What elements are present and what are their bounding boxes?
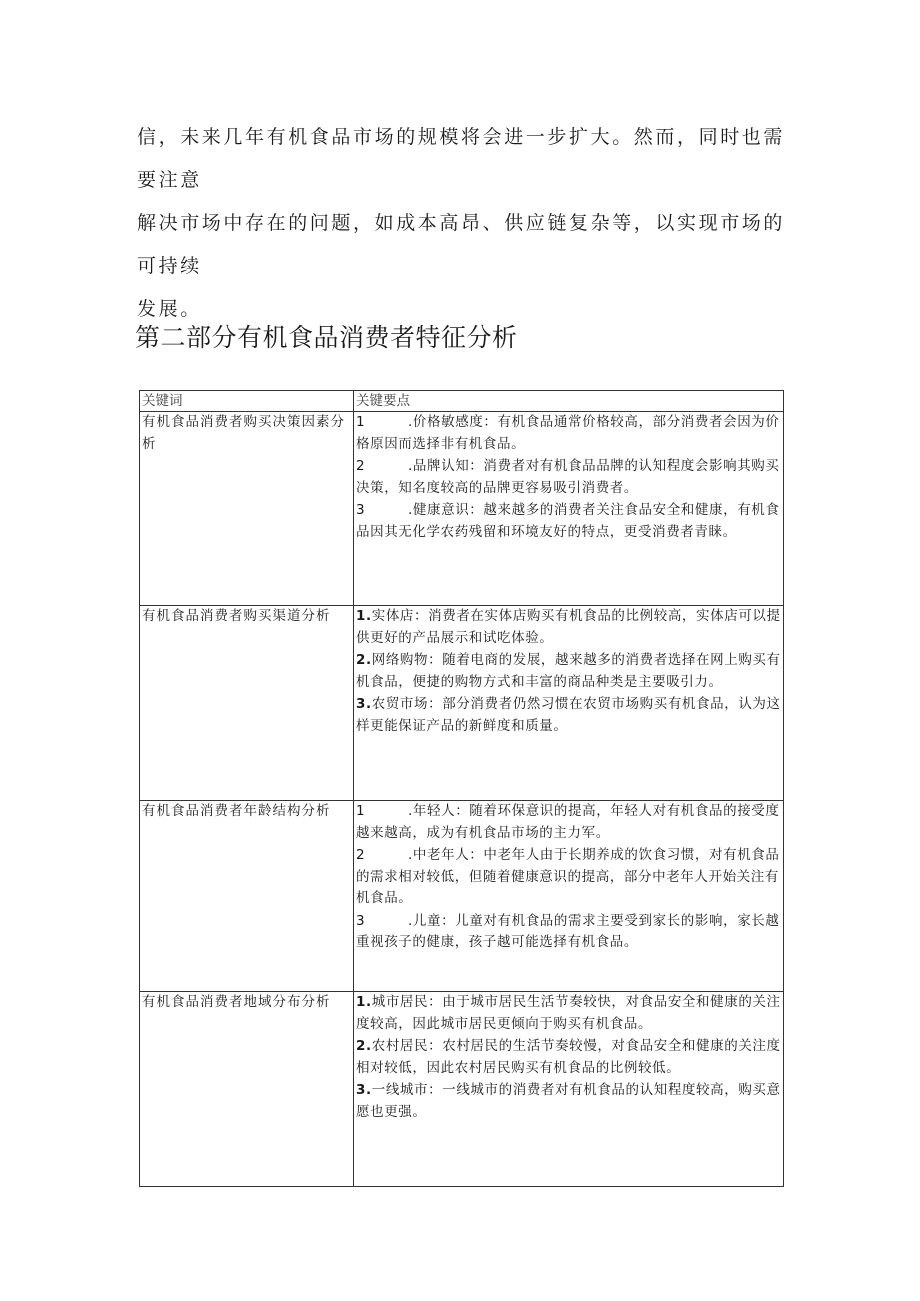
- points-cell: [354, 992, 784, 1187]
- table-header-row: [140, 391, 784, 412]
- point-number: 3: [356, 502, 366, 518]
- point-number: 1: [356, 803, 366, 819]
- key-point: [356, 801, 781, 844]
- intro-line: 解决市场中存在的问题，如成本高昂、供应链复杂等，以实现市场的可持续: [137, 212, 786, 277]
- point-text: .价格敏感度：有机食品通常价格较高，部分消费者会因为价格原因而选择非有机食品。: [356, 414, 780, 452]
- intro-paragraph: [137, 116, 792, 331]
- keyword-cell: 有机食品消费者购买渠道分析: [140, 606, 354, 801]
- point-number: 2: [356, 847, 366, 863]
- points-cell: [354, 412, 784, 606]
- key-point: [356, 694, 781, 737]
- points-cell: [354, 606, 784, 801]
- key-point: [356, 911, 781, 954]
- key-point: [356, 456, 781, 499]
- point-number: 1: [356, 414, 366, 430]
- table-row: [140, 412, 784, 606]
- key-point: [356, 650, 781, 693]
- key-point: [356, 412, 781, 455]
- point-number: 2: [356, 458, 366, 474]
- header-keyword: 关键词: [140, 391, 354, 412]
- point-text: 城市居民：由于城市居民生活节奏较快，对食品安全和健康的关注度较高，因此城市居民更倾向于购买有机食品。: [356, 994, 781, 1032]
- key-point: [356, 992, 781, 1035]
- table-row: [140, 801, 784, 992]
- key-point: [356, 1080, 781, 1123]
- point-number: 1.: [356, 994, 372, 1010]
- key-point: [356, 845, 781, 910]
- point-text: 农村居民：农村居民的生活节奏较慢，对食品安全和健康的关注度相对较低，因此农村居民购买有机食品的比例较低。: [356, 1038, 781, 1076]
- point-text: .年轻人：随着环保意识的提高，年轻人对有机食品的接受度越来越高，成为有机食品市场的主力军。: [356, 803, 780, 841]
- point-text: 网络购物：随着电商的发展，越来越多的消费者选择在网上购买有机食品，便捷的购物方式和丰富的商品种类是主要吸引力。: [356, 652, 781, 690]
- points-cell: [354, 801, 784, 992]
- point-number: 2.: [356, 1038, 372, 1054]
- header-key-points: 关键要点: [354, 391, 784, 412]
- intro-line: 发展。: [137, 298, 202, 320]
- point-text: .儿童：儿童对有机食品的需求主要受到家长的影响，家长越重视孩子的健康，孩子越可能选择有机食品。: [356, 912, 780, 950]
- table-row: [140, 992, 784, 1187]
- point-number: 1.: [356, 608, 372, 624]
- key-point: [356, 1036, 781, 1079]
- keyword-cell: 有机食品消费者购买决策因素分析: [140, 412, 354, 606]
- point-text: 农贸市场：部分消费者仍然习惯在农贸市场购买有机食品，认为这样更能保证产品的新鲜度和质量。: [356, 696, 781, 734]
- keyword-cell: 有机食品消费者地域分布分析: [140, 992, 354, 1187]
- keyword-cell: 有机食品消费者年龄结构分析: [140, 801, 354, 992]
- point-number: 3.: [356, 1082, 372, 1098]
- point-number: 2.: [356, 652, 372, 668]
- intro-line: 信，未来几年有机食品市场的规模将会进一步扩大。然而，同时也需要注意: [137, 126, 786, 191]
- point-text: 实体店：消费者在实体店购买有机食品的比例较高，实体店可以提供更好的产品展示和试吃体验。: [356, 608, 781, 646]
- key-point: [356, 606, 781, 649]
- point-number: 3.: [356, 696, 372, 712]
- point-text: .品牌认知：消费者对有机食品品牌的认知程度会影响其购买决策，知名度较高的品牌更容易吸引消费者。: [356, 458, 780, 496]
- key-points-table: [139, 390, 784, 1187]
- point-text: 一线城市：一线城市的消费者对有机食品的认知程度较高，购买意愿也更强。: [356, 1082, 781, 1120]
- point-text: .健康意识：越来越多的消费者关注食品安全和健康，有机食品因其无化学农药残留和环境友好的特点，更受消费者青睐。: [356, 502, 780, 540]
- table-row: [140, 606, 784, 801]
- point-text: .中老年人：中老年人由于长期养成的饮食习惯，对有机食品的需求相对较低，但随着健康意识的提高，部分中老年人开始关注有机食品。: [356, 847, 780, 906]
- section-title: 第二部分有机食品消费者特征分析: [135, 323, 518, 352]
- point-number: 3: [356, 912, 366, 929]
- key-point: [356, 500, 781, 543]
